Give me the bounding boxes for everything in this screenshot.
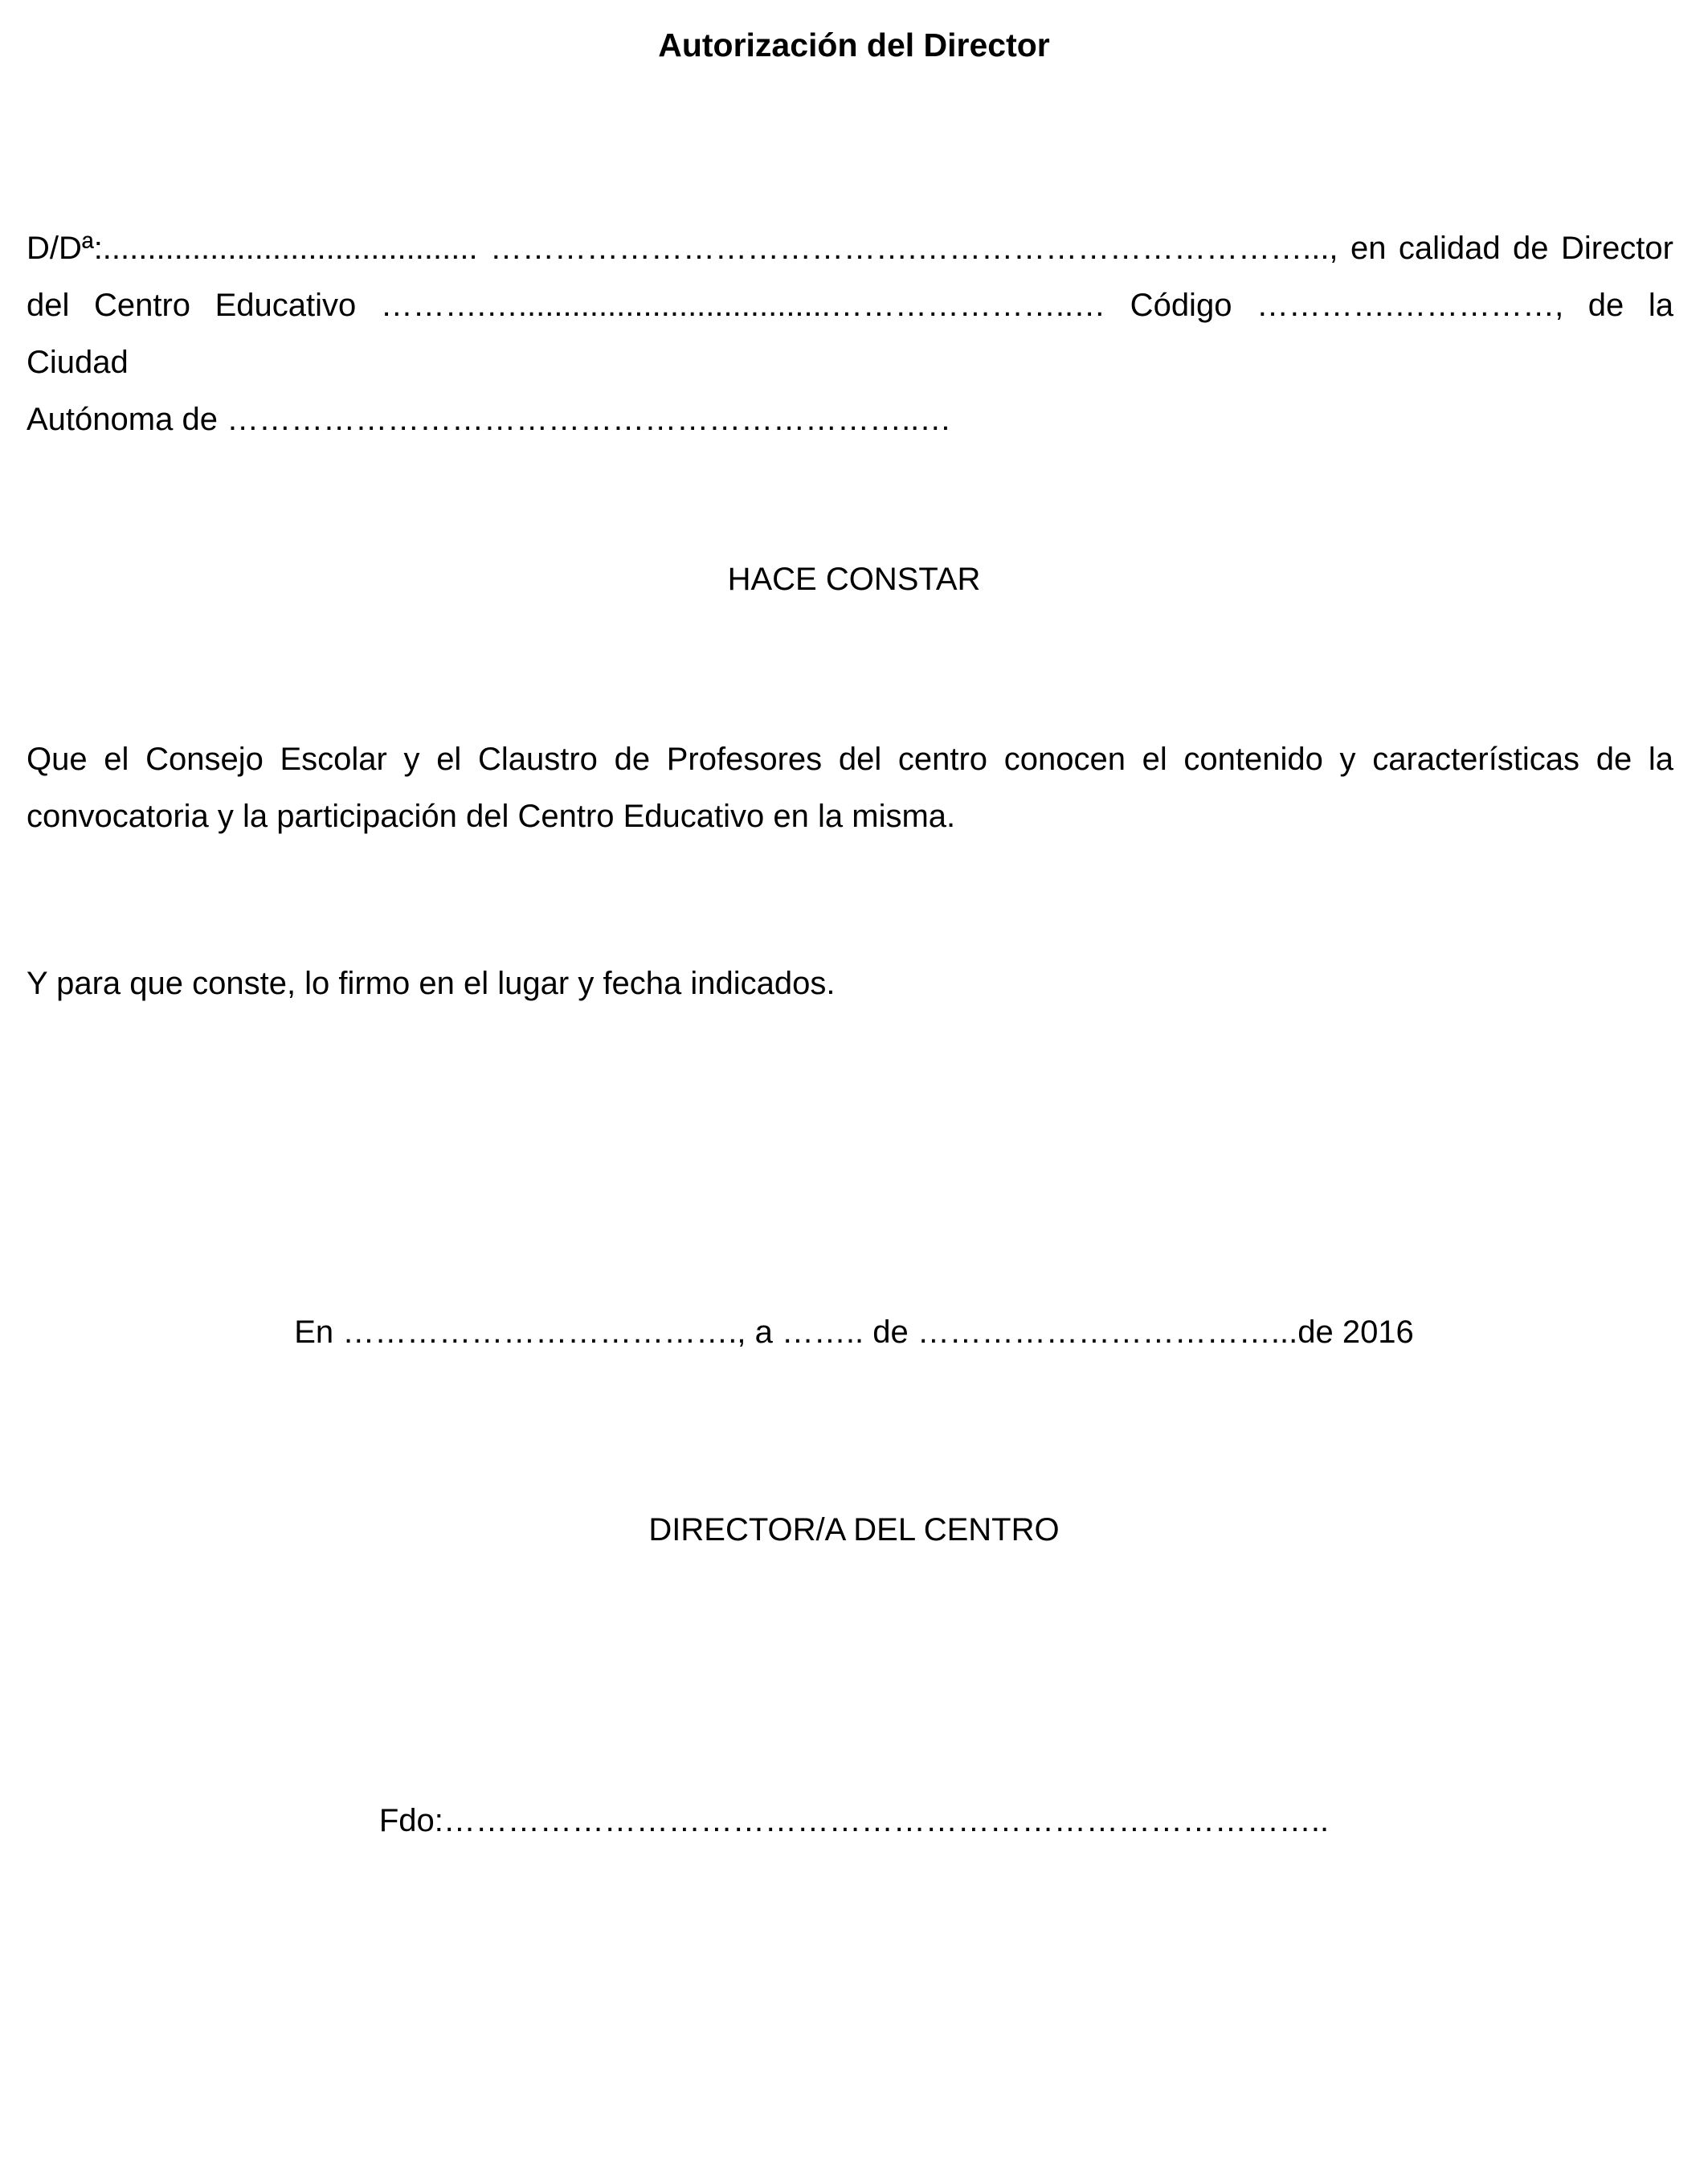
intro-line-2: del Centro Educativo ……….…...................................…………………..… Código ………….……………, de la Ciudad (27, 288, 1673, 380)
body-line-2: convocatoria y la participación del Centro Educativo en la misma. (27, 799, 956, 834)
body-paragraph (27, 731, 1673, 845)
body-line-1: Que el Consejo Escolar y el Claustro de Profesores del centro conocen el contenido y características de la (27, 742, 1673, 777)
signatory-label: DIRECTOR/A DEL CENTRO (648, 1512, 1060, 1548)
document-title: Autorización del Director (658, 27, 1050, 63)
intro-paragraph (27, 220, 1673, 448)
hace-constar-heading: HACE CONSTAR (727, 562, 981, 597)
signature-line: Fdo:……………………………………………………………………….. (378, 1803, 1330, 1838)
intro-line-1: D/Dª:.......................................... ………………………………….………………………………..., en calidad de Director (27, 231, 1673, 266)
place-date-line: En ………………………………., a …….. de ……………………………...de 2016 (294, 1314, 1414, 1350)
intro-line-3: Autónoma de ………………………………………………………..… (27, 402, 952, 437)
closing-statement: Y para que conste, lo firmo en el lugar y fecha indicados. (27, 966, 836, 1001)
